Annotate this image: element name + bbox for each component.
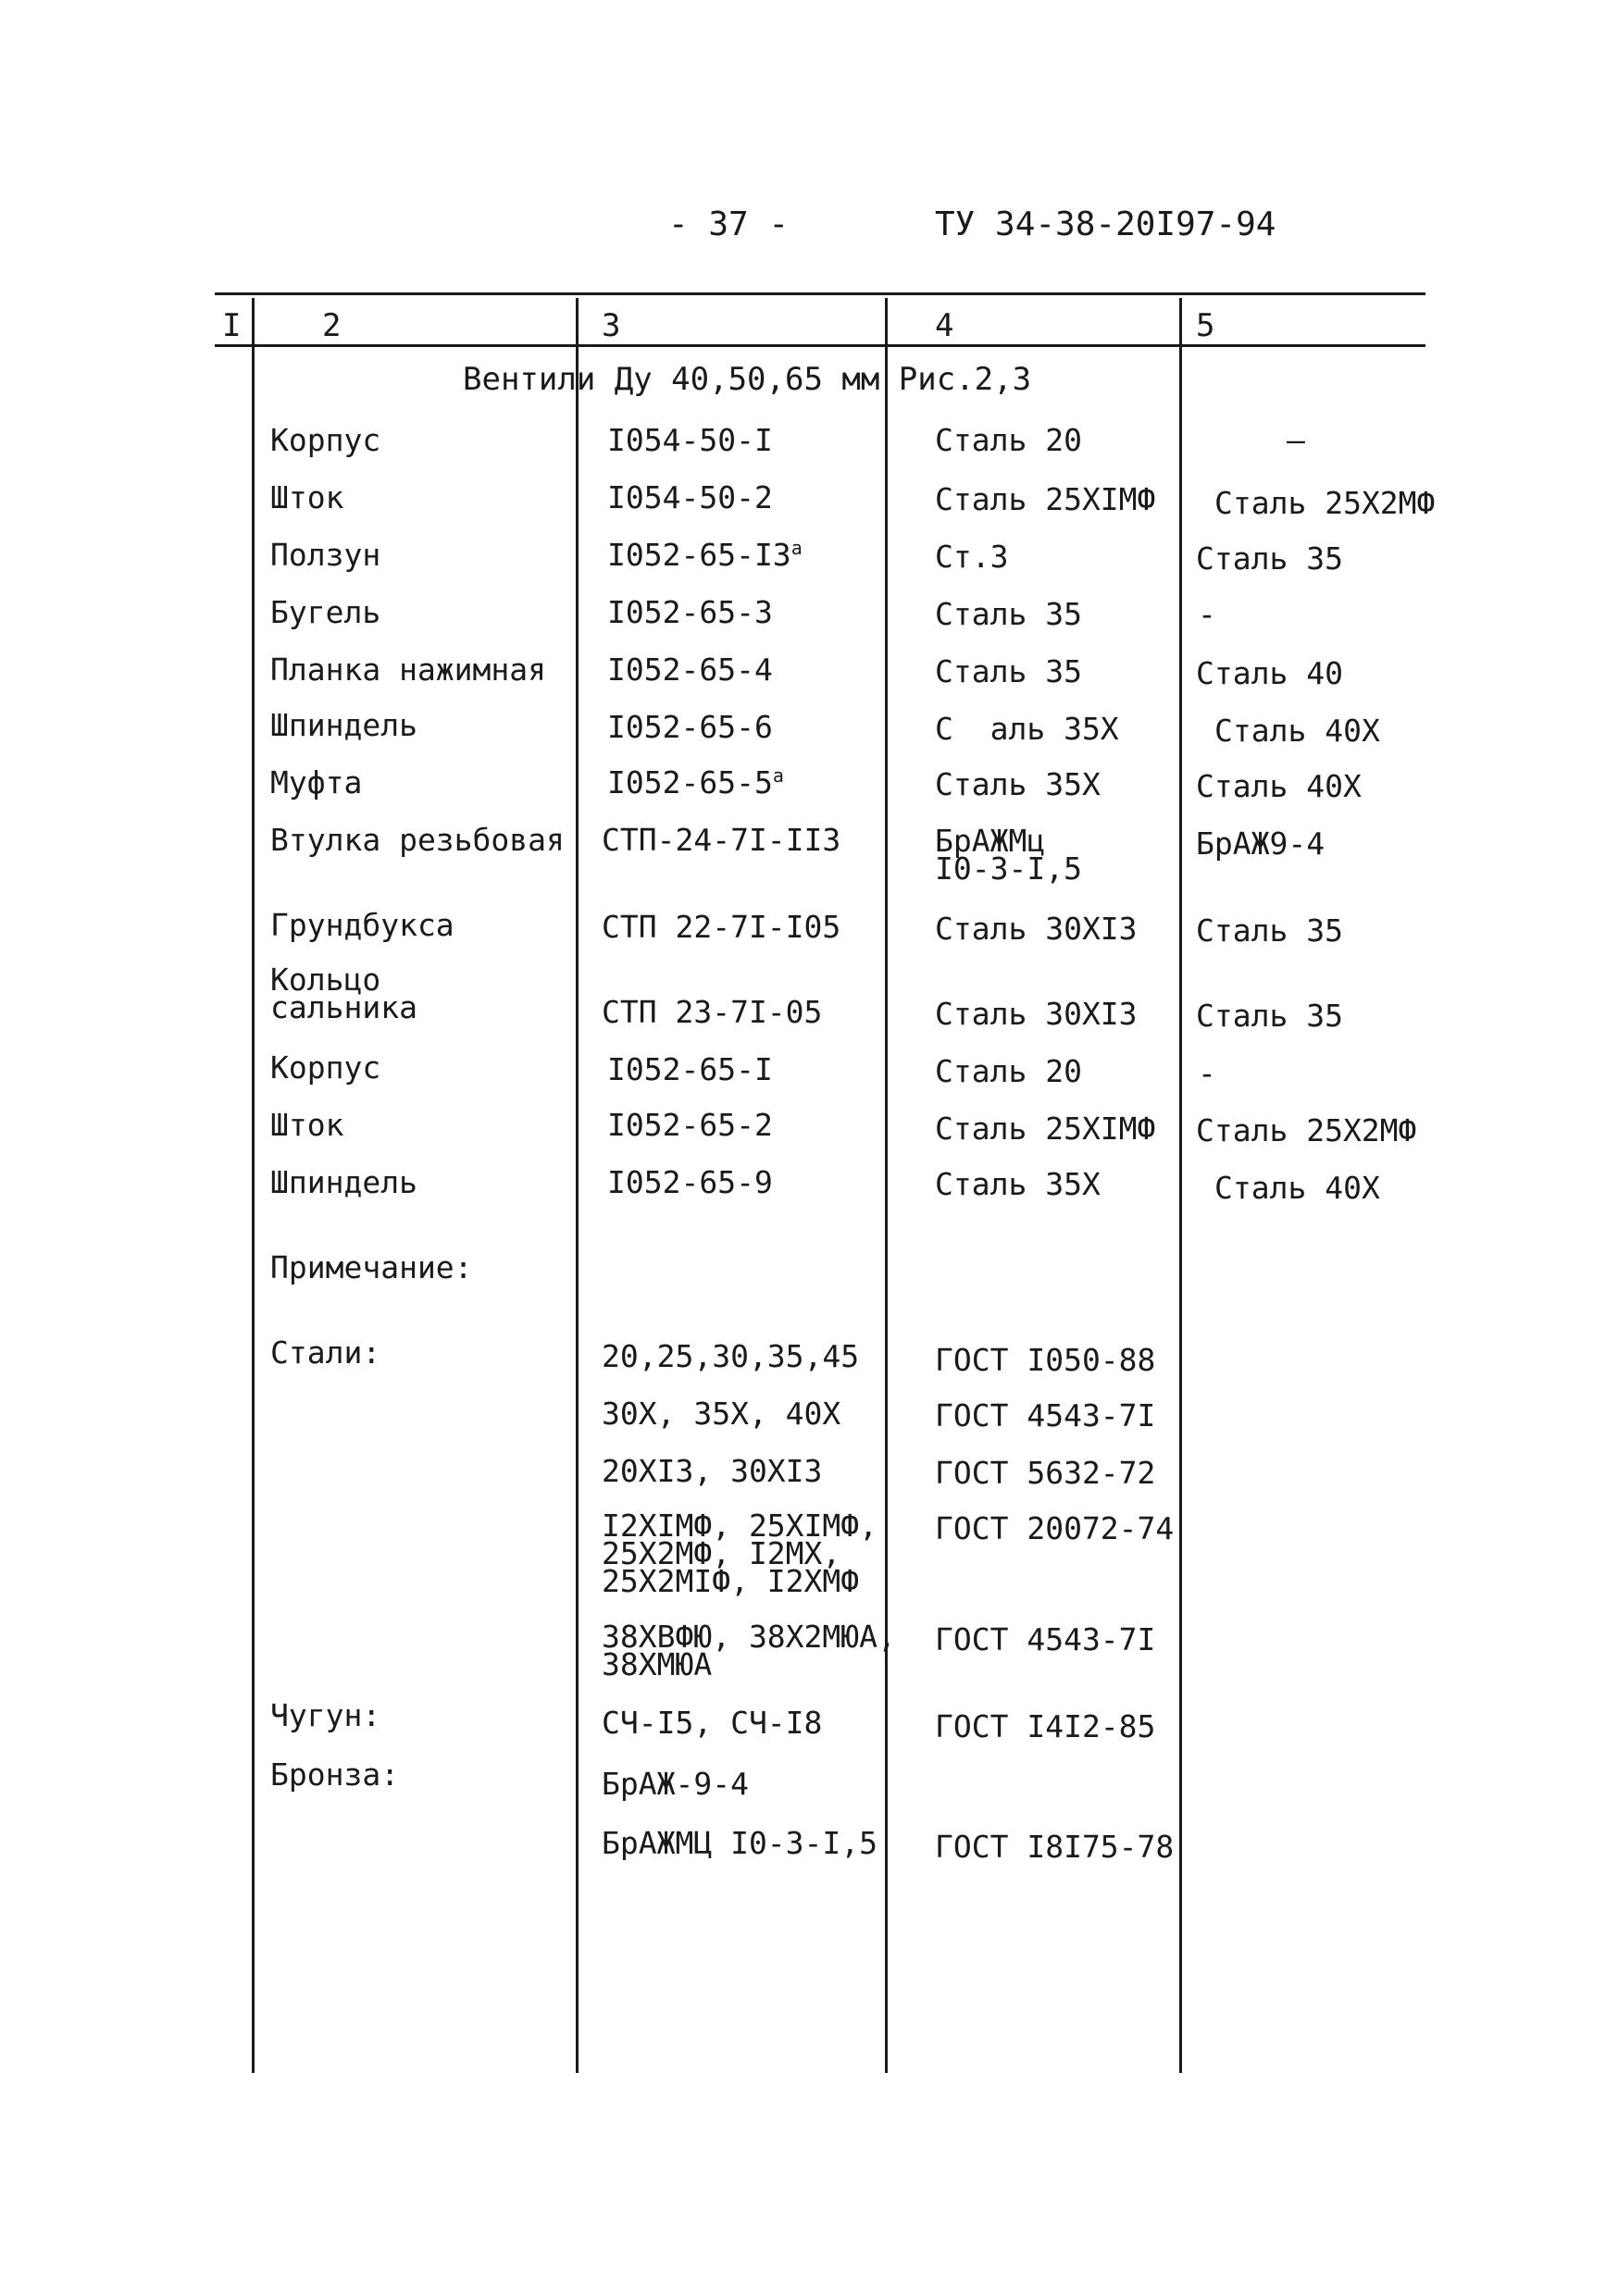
drawing-number: І052-65-4 (607, 652, 773, 688)
part-name: Корпус (270, 422, 381, 458)
drawing-number: І052-65-6 (607, 709, 773, 745)
material: Сталь 25ХІМФ (935, 1111, 1156, 1147)
drawing-number: І052-65-І3 (607, 537, 791, 573)
part-name: Кольцо сальника (270, 962, 417, 1025)
material: Сталь 20 (935, 1053, 1082, 1089)
drawing-number: І052-65-2 (607, 1107, 773, 1143)
note-mark: а (772, 764, 784, 787)
document-code: ТУ 34-38-20І97-94 (935, 205, 1276, 243)
substitute-material: Сталь 40Х (1214, 713, 1380, 749)
material-grades: 38ХВФЮ, 38Х2МЮА, 38ХМЮА (602, 1619, 896, 1682)
drawing-number: І054-50-І (607, 422, 773, 458)
material: Сталь 20 (935, 422, 1082, 458)
drawing-number: І052-65-9 (607, 1164, 773, 1200)
column-number-1: І (222, 307, 242, 344)
standard: ГОСТ 20072-74 (935, 1510, 1175, 1546)
col-rule-1 (252, 298, 255, 2073)
col-rule-2 (576, 298, 579, 2073)
drawing-number: І052-65-І (607, 1051, 773, 1087)
material-grades: 20ХІ3, 30ХІ3 (602, 1453, 823, 1489)
column-number-4: 4 (935, 307, 954, 344)
part-name: Грундбукса (270, 907, 454, 943)
standard: ГОСТ І4І2-85 (935, 1708, 1156, 1744)
part-name: Планка нажимная (270, 652, 547, 688)
drawing-number: І052-65-3 (607, 594, 773, 630)
drawing-number: І054-50-2 (607, 479, 773, 515)
material: БрАЖМц І0-3-І,5 (935, 823, 1082, 887)
standard: ГОСТ 4543-7І (935, 1397, 1156, 1433)
material: Сталь 35Х (935, 1166, 1101, 1202)
drawing-number-with-note (607, 537, 803, 573)
column-number-2: 2 (322, 307, 342, 344)
part-name: Шток (270, 479, 344, 515)
substitute-material: Сталь 40 (1196, 655, 1343, 691)
material: Сталь 35 (935, 653, 1082, 689)
material-grades: СЧ-І5, СЧ-І8 (602, 1705, 823, 1741)
header-bottom-rule (215, 344, 1425, 347)
material: Сталь 30ХІ3 (935, 911, 1138, 947)
drawing-number-with-note (607, 764, 784, 800)
note-label: Чугун: (270, 1697, 381, 1733)
substitute-material: Сталь 25Х2МФ (1214, 485, 1436, 521)
column-number-3: 3 (602, 307, 621, 344)
substitute-material: — (1287, 422, 1305, 458)
table-top-rule (215, 292, 1425, 295)
substitute-material: Сталь 40Х (1196, 768, 1362, 804)
drawing-number: СТП 22-7І-І05 (602, 909, 841, 945)
table-caption: Вентили Ду 40,50,65 мм Рис.2,3 (463, 361, 1032, 398)
drawing-number: СТП-24-7І-ІІ3 (602, 822, 841, 858)
substitute-material: БрАЖ9-4 (1196, 825, 1326, 862)
substitute-material: - (1198, 596, 1216, 632)
material-grades: БрАЖМЦ І0-3-І,5 (602, 1825, 878, 1861)
substitute-material: Сталь 35 (1196, 540, 1343, 577)
material-grades: 20,25,30,35,45 (602, 1338, 860, 1374)
part-name: Втулка резьбовая (270, 822, 565, 858)
material-grades: БрАЖ-9-4 (602, 1766, 749, 1802)
substitute-material: Сталь 35 (1196, 912, 1343, 949)
standard: ГОСТ 5632-72 (935, 1455, 1156, 1491)
material: Сталь 35 (935, 596, 1082, 632)
column-number-5: 5 (1196, 307, 1215, 344)
part-name: Шток (270, 1107, 344, 1143)
part-name: Муфта (270, 764, 363, 800)
page-number: - 37 - (668, 205, 790, 243)
material-grades: І2ХІМФ, 25ХІМФ, 25Х2МФ, І2МХ, 25Х2МІФ, І2ХМФ (602, 1508, 878, 1599)
standard: ГОСТ 4543-7І (935, 1621, 1156, 1657)
substitute-material: Сталь 40Х (1214, 1170, 1380, 1206)
material: Ст.3 (935, 539, 1009, 575)
part-name: Ползун (270, 537, 381, 573)
drawing-number: СТП 23-7І-05 (602, 994, 823, 1030)
drawing-number: І052-65-5 (607, 764, 773, 800)
note-heading: Примечание: (270, 1249, 473, 1285)
substitute-material: Сталь 25Х2МФ (1196, 1112, 1417, 1148)
note-label: Стали: (270, 1334, 381, 1371)
note-label: Бронза: (270, 1756, 400, 1793)
part-name: Шпиндель (270, 1164, 417, 1200)
standard: ГОСТ І8І75-78 (935, 1829, 1175, 1865)
part-name: Корпус (270, 1049, 381, 1086)
material: С аль 35Х (935, 711, 1119, 747)
note-mark: а (790, 537, 803, 559)
material: Сталь 30ХІ3 (935, 996, 1138, 1032)
col-rule-4 (1179, 298, 1182, 2073)
material-grades: 30Х, 35Х, 40Х (602, 1396, 841, 1432)
substitute-material: Сталь 35 (1196, 998, 1343, 1034)
standard: ГОСТ І050-88 (935, 1342, 1156, 1378)
part-name: Бугель (270, 594, 381, 630)
part-name: Шпиндель (270, 707, 417, 743)
material: Сталь 35Х (935, 766, 1101, 802)
substitute-material: - (1198, 1055, 1216, 1091)
material: Сталь 25ХІМФ (935, 481, 1156, 517)
col-rule-3 (885, 298, 888, 2073)
